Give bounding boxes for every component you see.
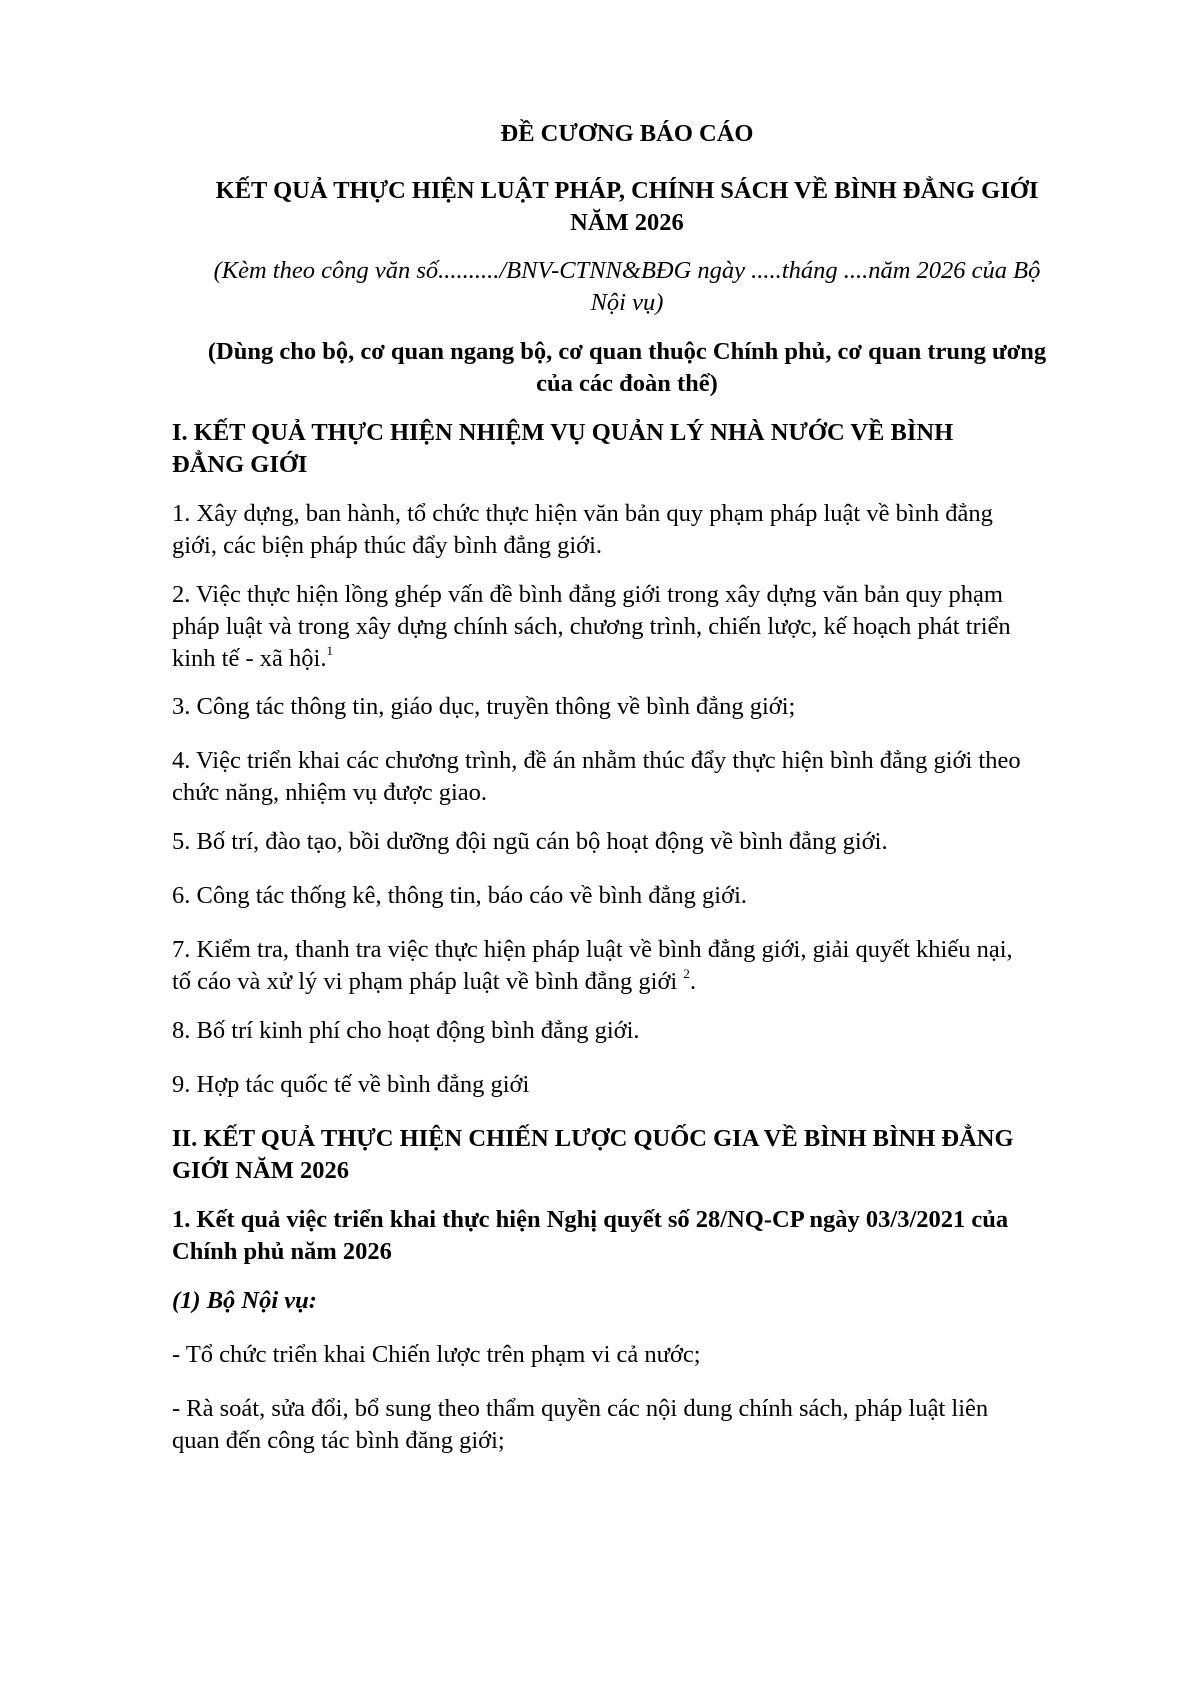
- subtitle-line-1: KẾT QUẢ THỰC HIỆN LUẬT PHÁP, CHÍNH SÁCH VỀ BÌNH ĐẲNG GIỚI: [215, 177, 1039, 204]
- item-7-end: .: [689, 968, 696, 995]
- item-9: 9. Hợp tác quốc tế về bình đẳng giới: [172, 1071, 530, 1098]
- item-3: 3. Công tác thông tin, giáo dục, truyền thông về bình đẳng giới;: [172, 693, 796, 720]
- attachment-line-1: (Kèm theo công văn số........../BNV-CTNN&BĐG ngày .....tháng ....năm 2026 của Bộ: [213, 257, 1041, 284]
- section-1-heading: [172, 417, 1082, 481]
- item-1-line-1: 1. Xây dựng, ban hành, tổ chức thực hiện văn bản quy phạm pháp luật về bình đẳng: [172, 500, 993, 527]
- item-1-line-2: giới, các biện pháp thúc đẩy bình đẳng giới.: [172, 532, 603, 559]
- item-7: [172, 934, 1082, 998]
- item-5: 5. Bố trí, đào tạo, bồi dưỡng đội ngũ cán bộ hoạt động về bình đẳng giới.: [172, 828, 888, 855]
- subsection-1-heading-line-2: Chính phủ năm 2026: [172, 1238, 392, 1265]
- document-title: ĐỀ CƯƠNG BÁO CÁO: [500, 120, 754, 147]
- item-4-line-2: chức năng, nhiệm vụ được giao.: [172, 779, 488, 806]
- item-6: 6. Công tác thống kê, thông tin, báo cáo về bình đẳng giới.: [172, 882, 747, 909]
- bullet-2-line-1: - Rà soát, sửa đổi, bổ sung theo thẩm quyền các nội dung chính sách, pháp luật liên: [172, 1395, 989, 1422]
- item-2-line-3: kinh tế - xã hội.: [172, 645, 327, 672]
- bullet-1: - Tổ chức triển khai Chiến lược trên phạm vi cả nước;: [172, 1341, 701, 1368]
- item-8: 8. Bố trí kinh phí cho hoạt động bình đẳng giới.: [172, 1017, 640, 1044]
- item-7-line-1: 7. Kiểm tra, thanh tra việc thực hiện pháp luật về bình đẳng giới, giải quyết khiếu nại,: [172, 936, 1013, 963]
- usage-line-2: của các đoàn thể): [536, 370, 718, 397]
- section-1-heading-line-2: ĐẲNG GIỚI: [172, 451, 308, 478]
- usage-note: [172, 336, 1082, 400]
- attachment-note: [172, 255, 1082, 319]
- section-1-heading-line-1: I. KẾT QUẢ THỰC HIỆN NHIỆM VỤ QUẢN LÝ NHÀ NƯỚC VỀ BÌNH: [172, 419, 954, 446]
- footnote-ref-1[interactable]: 1: [326, 642, 333, 658]
- footnote-ref-2[interactable]: 2: [683, 965, 690, 981]
- subsection-1-heading: [172, 1204, 1082, 1268]
- document-subtitle: [172, 175, 1082, 239]
- subsection-1-heading-line-1: 1. Kết quả việc triển khai thực hiện Nghị quyết số 28/NQ-CP ngày 03/3/2021 của: [172, 1206, 1009, 1233]
- item-2: [172, 579, 1082, 675]
- item-4-line-1: 4. Việc triển khai các chương trình, đề án nhằm thúc đẩy thực hiện bình đẳng giới theo: [172, 747, 1021, 774]
- ministry-heading: (1) Bộ Nội vụ:: [172, 1287, 317, 1314]
- bullet-2-line-2: quan đến công tác bình đăng giới;: [172, 1427, 505, 1454]
- usage-line-1: (Dùng cho bộ, cơ quan ngang bộ, cơ quan thuộc Chính phủ, cơ quan trung ương: [207, 338, 1047, 365]
- item-1: [172, 498, 1082, 562]
- subtitle-line-2: NĂM 2026: [570, 209, 684, 236]
- attachment-line-2: Nội vụ): [590, 289, 664, 316]
- section-2-heading: [172, 1123, 1082, 1187]
- section-2-heading-line-2: GIỚI NĂM 2026: [172, 1157, 349, 1184]
- item-2-line-2: pháp luật và trong xây dựng chính sách, chương trình, chiến lược, kế hoạch phát triển: [172, 613, 1011, 640]
- section-2-heading-line-1: II. KẾT QUẢ THỰC HIỆN CHIẾN LƯỢC QUỐC GIA VỀ BÌNH BÌNH ĐẲNG: [172, 1125, 1014, 1152]
- item-2-line-1: 2. Việc thực hiện lồng ghép vấn đề bình đẳng giới trong xây dựng văn bản quy phạm: [172, 581, 1003, 608]
- item-7-line-2: tố cáo và xử lý vi phạm pháp luật về bình đẳng giới: [172, 968, 684, 995]
- item-4: [172, 745, 1082, 809]
- bullet-2: [172, 1393, 1082, 1457]
